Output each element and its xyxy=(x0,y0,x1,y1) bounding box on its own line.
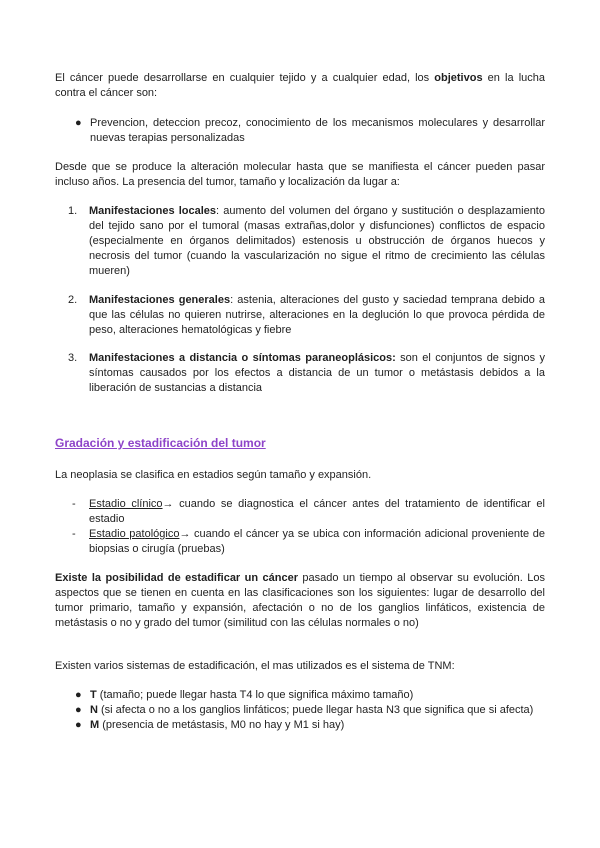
bullet-icon: ● xyxy=(75,689,82,701)
tnm-item-t: ● T (tamaño; puede llegar hasta T4 lo que significa máximo tamaño) xyxy=(75,689,414,701)
intro-paragraph: El cáncer puede desarrollarse en cualquier tejido y a cualquier edad, los objetivos en la lucha contra el cáncer son: xyxy=(55,72,545,99)
paragraph-estadificar: Existe la posibilidad de estadificar un cáncer pasado un tiempo al observar su evolución. Los aspectos que se tienen en cuenta en las clasificaciones son los siguientes: lugar de desarrollo del tumor primario, tamaño y expansión, afectación o no de los ganglios linfáticos, existencia de metástasis o no y grado del tumor (similitud con las células normales o no) xyxy=(55,572,545,629)
dash-item-patologico: - Estadio patológico→ cuando el cáncer ya se ubica con información adicional proveniente de biopsias o cirugía (pruebas) xyxy=(72,528,545,555)
numbered-item-1: 1. Manifestaciones locales: aumento del volumen del órgano y sustitución o desplazamiento del tejido sano por el tumoral (masas extrañas,dolor y disfunciones) conflictos de espacio (especialmente en órganos delimitados) estenosis u obstrucción de órganos huecos y necrosis del tumor (cuando la vascularización no sigue el ritmo de crecimiento las células mueren) xyxy=(68,205,545,277)
numbered-item-3: 3. Manifestaciones a distancia o síntomas paraneoplásicos: son el conjuntos de signos y síntomas causados por los efectos a distancia de un tumor o metástasis debidos a la liberación de sustancias a distancia xyxy=(68,352,545,394)
paragraph-tnm-intro: Existen varios sistemas de estadificación, el mas utilizados es el sistema de TNM: xyxy=(55,660,455,672)
tnm-item-m: ● M (presencia de metástasis, M0 no hay y M1 si hay) xyxy=(75,719,345,731)
bullet-icon: ● xyxy=(75,117,82,129)
section-heading: Gradación y estadificación del tumor xyxy=(55,436,266,450)
paragraph-alteration: Desde que se produce la alteración molecular hasta que se manifiesta el cáncer pueden pasar incluso años. La presencia del tumor, tamaño y localización da lugar a: xyxy=(55,161,545,188)
numbered-item-2: 2. Manifestaciones generales: astenia, alteraciones del gusto y saciedad temprana debido a que las células no quieren nutrirse, alteraciones en la deglución lo que provoca pérdida de peso, alteraciones hematológicas y fiebre xyxy=(68,294,545,336)
bullet-icon: ● xyxy=(75,719,82,731)
tnm-item-n: ● N (si afecta o no a los ganglios linfáticos; puede llegar hasta N3 que significa que si afecta) xyxy=(75,704,534,716)
dash-item-clinico: - Estadio clínico→ cuando se diagnostica el cáncer antes del tratamiento de identificar el estadio xyxy=(72,498,545,525)
paragraph-neoplasia: La neoplasia se clasifica en estadios según tamaño y expansión. xyxy=(55,469,372,481)
objectives-list xyxy=(75,116,545,146)
bullet-icon: ● xyxy=(75,704,82,716)
list-item: ● Prevencion, deteccion precoz, conocimiento de los mecanismos moleculares y desarrollar nuevas terapias personalizadas xyxy=(75,117,545,144)
